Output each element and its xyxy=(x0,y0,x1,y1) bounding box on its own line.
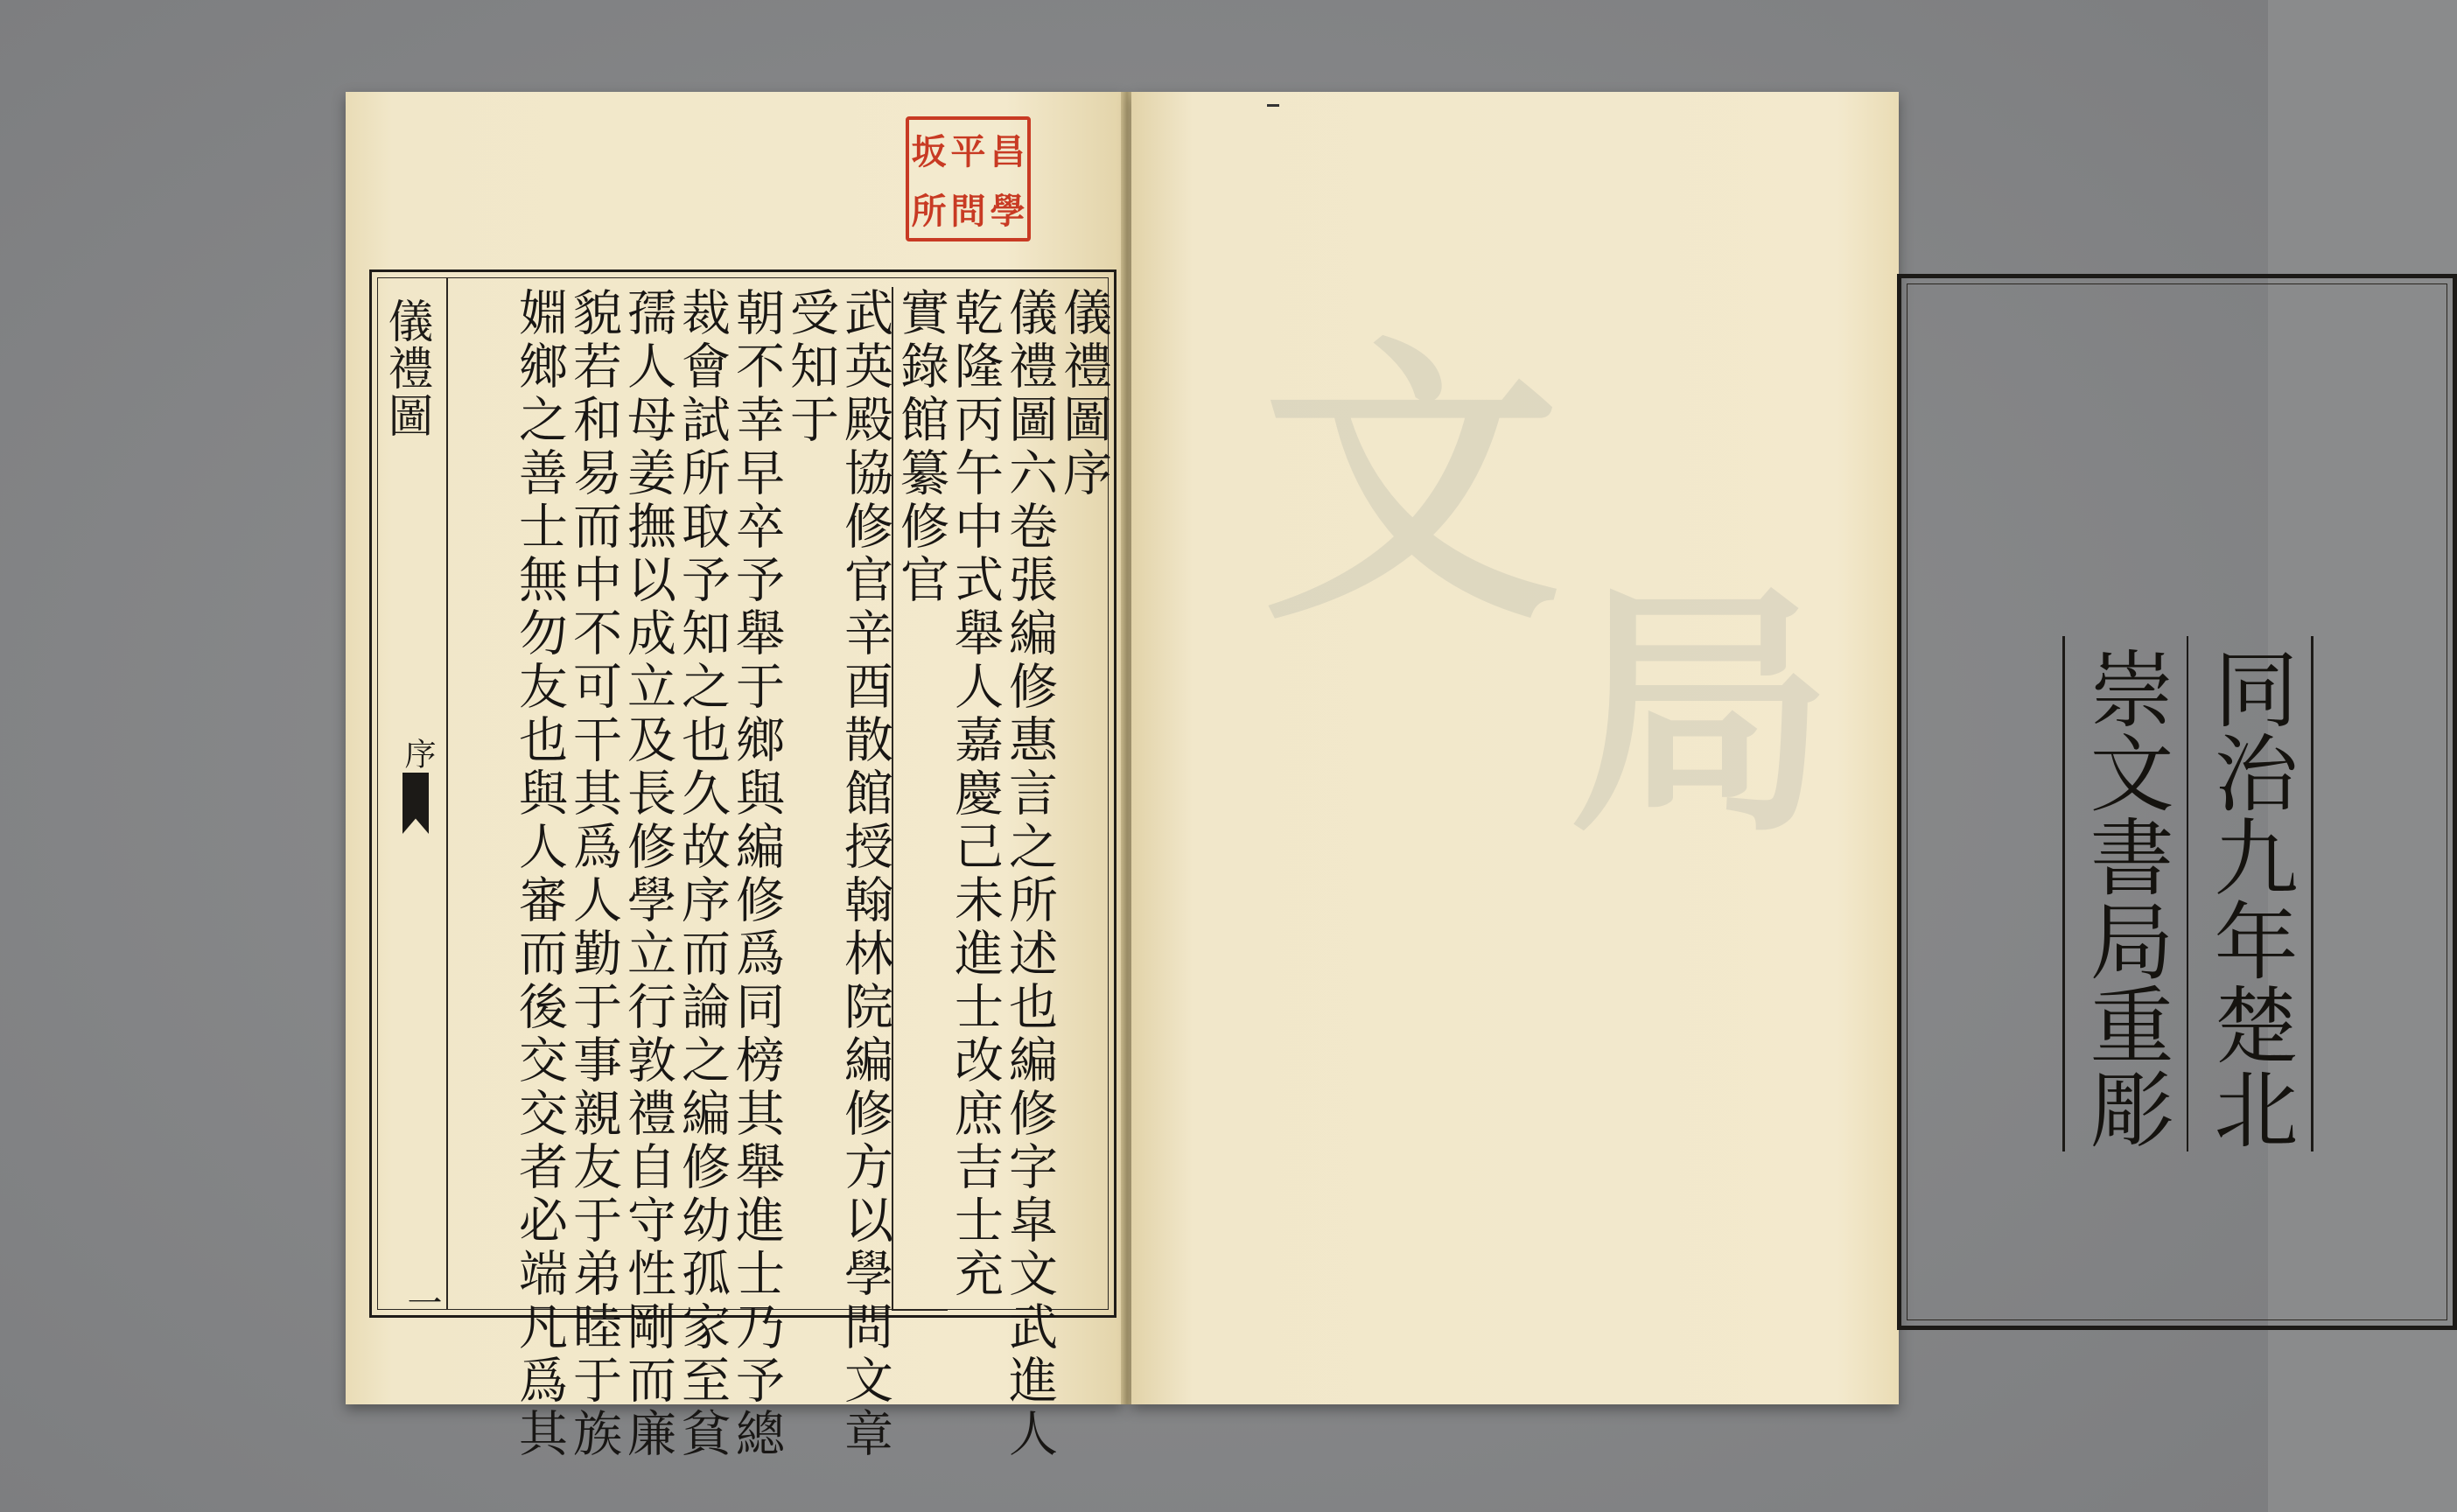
text-frame xyxy=(369,270,1116,1461)
text-column: 儀禮圖序 xyxy=(1055,287,1112,500)
seal-char: 問 xyxy=(950,190,986,232)
top-mark xyxy=(1267,104,1279,107)
text-frame-inner xyxy=(377,277,1112,1461)
text-column: 受知于 xyxy=(782,287,839,447)
text-column: 朝不幸早卒予舉于鄉與編修爲同榜其舉進士乃予總 xyxy=(728,287,785,1461)
colophon-box xyxy=(2062,636,2314,1152)
text-column: 乾隆丙午中式舉人嘉慶己未進士改庶吉士充 xyxy=(947,287,1004,1301)
text-column: 儀禮圖六卷張編修惠言之所述也編修字皐文武進人 xyxy=(1001,287,1058,1461)
fish-tail-icon xyxy=(402,773,429,834)
banxin-volume: 序 xyxy=(400,738,436,769)
seal-char: 所 xyxy=(911,190,947,232)
text-column: 實錄館纂修官 xyxy=(892,287,948,1311)
text-columns xyxy=(458,287,1112,1461)
show-through-ghost: 文 xyxy=(1263,311,1560,660)
text-column: 武英殿協修官辛酉散館授翰林院編修方以學問文章 xyxy=(836,287,893,1461)
left-page xyxy=(346,92,1123,1461)
right-page xyxy=(1131,92,2299,1404)
colophon-frame-inner xyxy=(1907,284,2447,1320)
seal-char: 昌 xyxy=(990,131,1026,173)
banxin-title: 儀禮圖 xyxy=(380,298,432,439)
colophon-column: 崇文書局重彫 xyxy=(2064,636,2188,1152)
banxin-page-number: 一 xyxy=(402,1284,442,1320)
colophon-frame xyxy=(1897,274,2457,1330)
text-column: 孺人母姜撫以成立及長修學立行敦禮自守性剛而廉 xyxy=(620,287,676,1461)
text-column: 裁會試所取予知之也久故序而論之編修幼孤家至貧 xyxy=(674,287,731,1461)
red-seal-stamp xyxy=(906,116,1031,242)
seal-char: 坂 xyxy=(911,131,947,173)
seal-char: 平 xyxy=(950,131,986,173)
text-column: 貌若和易而中不可干其爲人勤于事親友于弟睦于族 xyxy=(565,287,622,1461)
banxin-divider xyxy=(446,278,448,1309)
text-column: 婣鄉之善士無勿友也與人審而後交交者必端凡爲其 xyxy=(511,287,568,1461)
colophon-column: 同治九年楚北 xyxy=(2201,645,2299,1150)
show-through-ghost: 局 xyxy=(1569,558,1831,867)
open-book xyxy=(346,92,2299,1461)
seal-char: 學 xyxy=(990,190,1026,232)
